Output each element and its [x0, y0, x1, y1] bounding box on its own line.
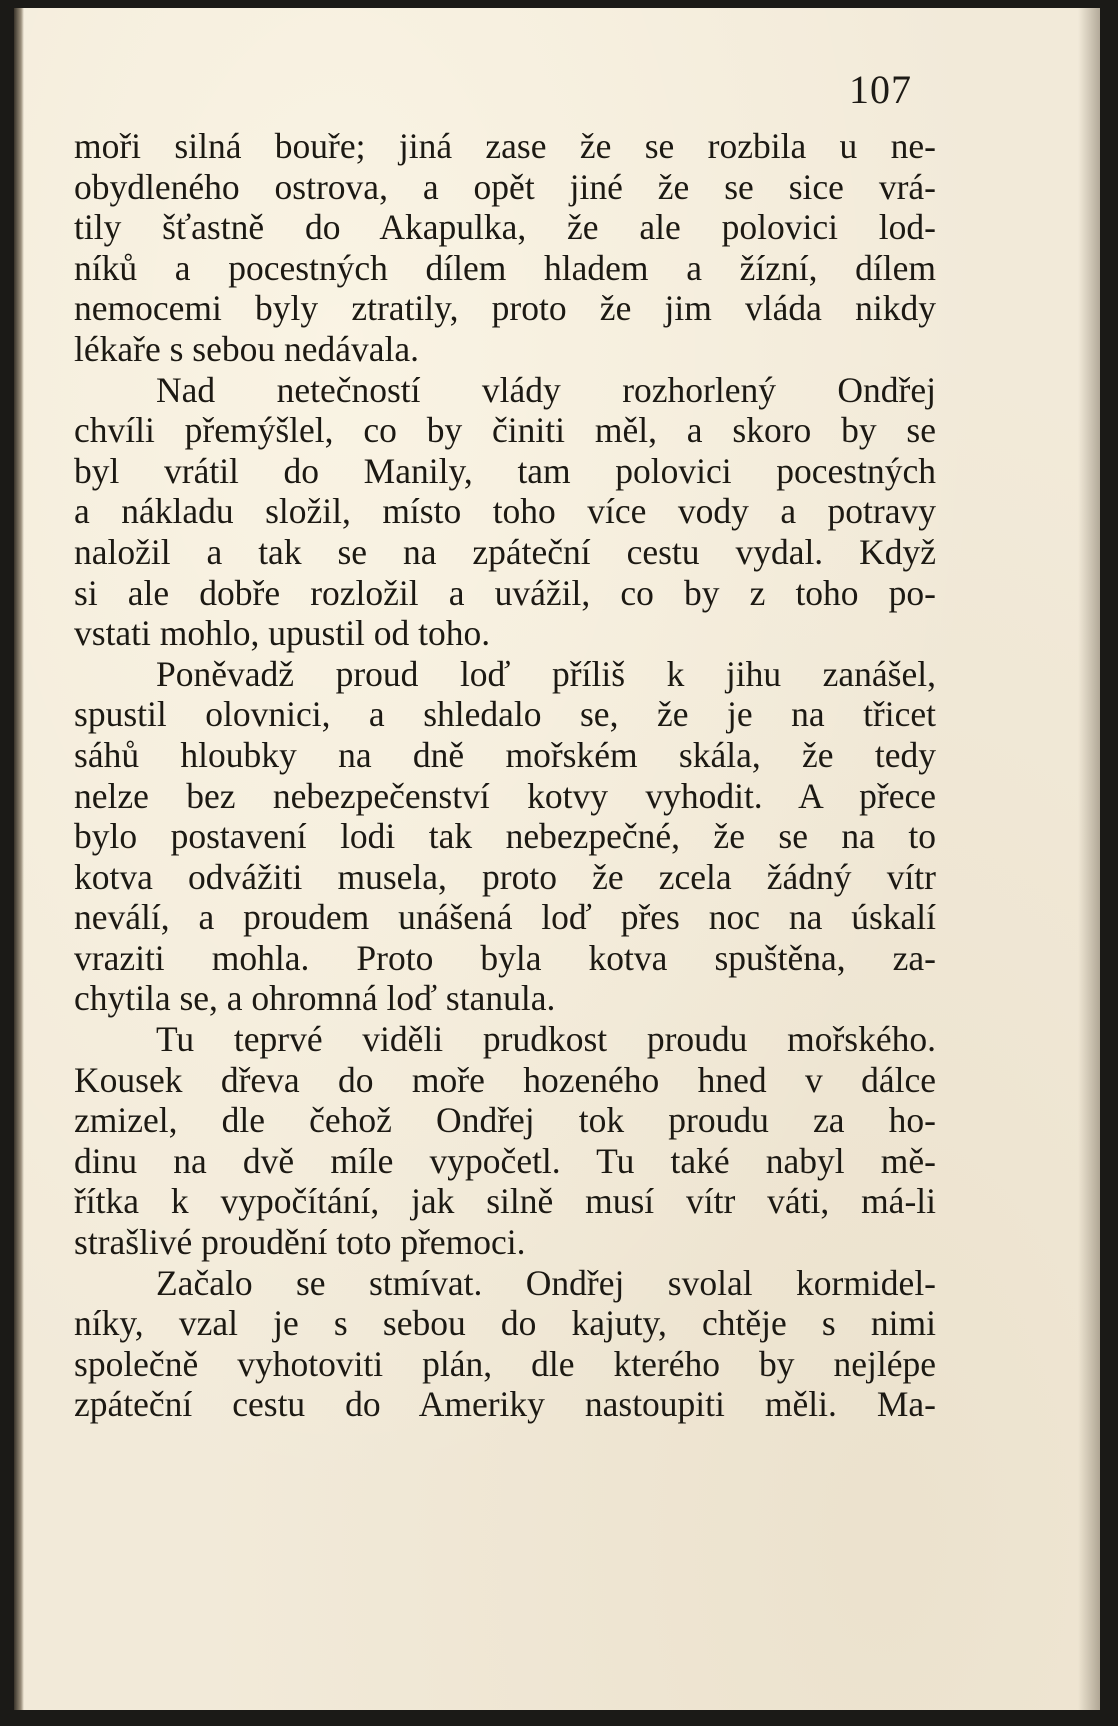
text-line: chvíli přemýšlel, co by činiti měl, a skoro by se [74, 410, 936, 451]
text-line: nemocemi byly ztratily, proto že jim vláda nikdy [74, 288, 936, 329]
text-line: strašlivé proudění toto přemoci. [74, 1222, 526, 1263]
text-line: Nad netečností vlády rozhorlený Ondřej [156, 369, 936, 410]
paragraph [74, 370, 936, 654]
paragraph [74, 1019, 936, 1263]
text-line: lékaře s sebou nedávala. [74, 328, 419, 369]
book-page [14, 8, 1100, 1710]
text-line: níků a pocestných dílem hladem a žízní, dílem [74, 247, 936, 288]
text-line: Kousek dřeva do moře hozeného hned v dálce [74, 1059, 936, 1100]
text-line: společně vyhotoviti plán, dle kterého by nejlépe [74, 1343, 936, 1384]
text-line: neválí, a proudem unášená loď přes noc na úskalí [74, 897, 936, 938]
text-line: Tu teprvé viděli prudkost proudu mořského. [156, 1019, 936, 1060]
text-line: níky, vzal je s sebou do kajuty, chtěje s nimi [74, 1303, 936, 1344]
text-line: dinu na dvě míle vypočetl. Tu také nabyl mě- [74, 1140, 936, 1181]
text-line: bylo postavení lodi tak nebezpečné, že se na to [74, 816, 936, 857]
page-edge-shadow [1078, 8, 1100, 1710]
text-line: řítka k vypočítání, jak silně musí vítr váti, má-li [74, 1181, 936, 1222]
text-line: nelze bez nebezpečenství kotvy vyhodit. A přece [74, 775, 936, 816]
text-line: a nákladu složil, místo toho více vody a potravy [74, 491, 936, 532]
text-line: kotva odvážiti musela, proto že zcela žádný vítr [74, 856, 936, 897]
text-line: chytila se, a ohromná loď stanula. [74, 978, 556, 1019]
paragraph [74, 126, 936, 370]
text-line: spustil olovnici, a shledalo se, že je na třicet [74, 694, 936, 735]
text-line: Poněvadž proud loď příliš k jihu zanášel, [156, 653, 936, 694]
text-line: zpáteční cestu do Ameriky nastoupiti měli. Ma- [74, 1384, 936, 1425]
paragraph [74, 654, 936, 1019]
body-text [74, 126, 936, 1425]
paragraph [74, 1263, 936, 1425]
text-line: vraziti mohla. Proto byla kotva spuštěna, za- [74, 937, 936, 978]
text-line: tily šťastně do Akapulka, že ale polovici lod- [74, 207, 936, 248]
text-line: naložil a tak se na zpáteční cestu vydal. Když [74, 531, 936, 572]
text-line: si ale dobře rozložil a uvážil, co by z toho po- [74, 572, 936, 613]
text-line: vstati mohlo, upustil od toho. [74, 613, 491, 654]
text-line: zmizel, dle čehož Ondřej tok proudu za ho- [74, 1100, 936, 1141]
text-line: moři silná bouře; jiná zase že se rozbila u ne- [74, 126, 936, 166]
text-line: byl vrátil do Manily, tam polovici pocestných [74, 450, 936, 491]
binding-gutter [14, 8, 24, 1710]
page-number: 107 [849, 67, 912, 112]
text-line: Začalo se stmívat. Ondřej svolal kormidel- [156, 1262, 936, 1303]
text-line: sáhů hloubky na dně mořském skála, že tedy [74, 734, 936, 775]
text-line: obydleného ostrova, a opět jiné že se sice vrá- [74, 166, 936, 207]
